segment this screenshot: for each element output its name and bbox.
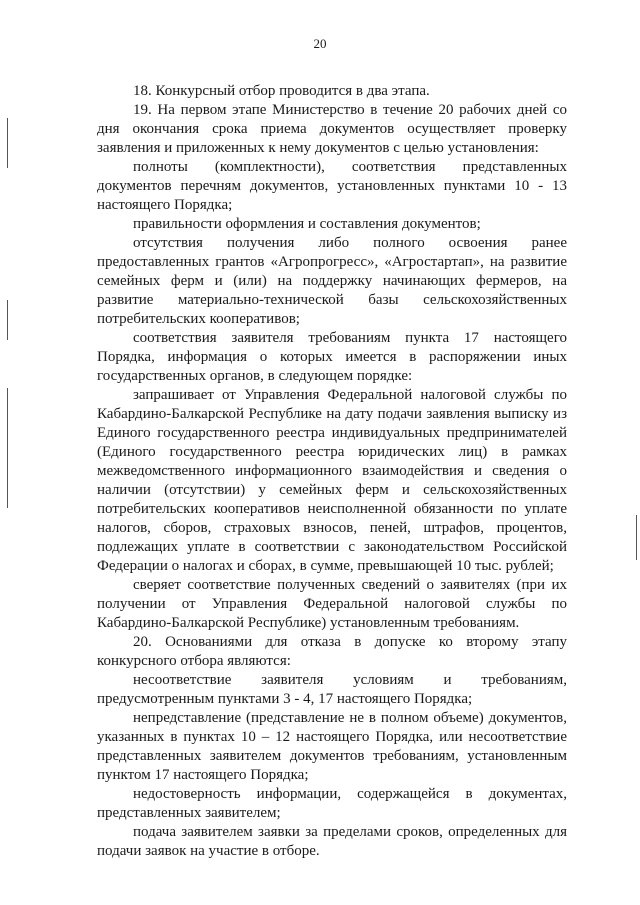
left-margin-mark bbox=[7, 118, 8, 168]
paragraph-late-submission: подача заявителем заявки за пределами сроков, определенных для подачи заявок на участие в отборе. bbox=[97, 824, 567, 859]
right-margin-mark bbox=[636, 515, 637, 560]
paragraph-nonsubmission: непредставление (представление не в полном объеме) документов, указанных в пунктах 10 – 12 настоящего Порядка, или несоответствие представленных заявителем документов требованиям, установленным пунктом 17 настоящего Порядка; bbox=[97, 710, 567, 783]
paragraph-request: запрашивает от Управления Федеральной налоговой службы по Кабардино-Балкарской Республике на дату подачи заявления выписку из Единого государственного реестра индивидуальных предпринимателей (Единого государственного реестра юридических лиц) в рамках межведомственного информационного взаимодействия и сведения о наличии (отсутствии) у семейных ферм и сельскохозяйственных потребительских кооперативов неисполненной обязанности по уплате налогов, сборов, страховых взносов, пеней, штрафов, процентов, подлежащих уплате в соответствии с законодательством Российской Федерации о налогах и сборах, в сумме, превышающей 10 тыс. рублей; bbox=[97, 387, 567, 574]
left-margin-mark bbox=[7, 300, 8, 340]
paragraph-verify: сверяет соответствие полученных сведений о заявителях (при их получении от Управления Федеральной налоговой службы по Кабардино-Балкарской Республике) установленным требованиям. bbox=[97, 577, 567, 631]
page-number: 20 bbox=[313, 36, 327, 51]
paragraph-completeness: полноты (комплектности), соответствия представленных документов перечням документов, установленных пунктами 10 - 13 настоящего Порядка; bbox=[97, 159, 567, 213]
paragraph-compliance: соответствия заявителя требованиям пункта 17 настоящего Порядка, информация о которых имеется в распоряжении иных государственных органов, в следующем порядке: bbox=[97, 330, 567, 384]
document-body bbox=[97, 82, 567, 861]
paragraph-correctness: правильности оформления и составления документов; bbox=[133, 216, 481, 232]
paragraph-18: 18. Конкурсный отбор проводится в два этапа. bbox=[133, 83, 430, 99]
paragraph-inaccuracy: недостоверность информации, содержащейся в документах, представленных заявителем; bbox=[97, 786, 567, 821]
paragraph-noncompliance: несоответствие заявителя условиям и требованиям, предусмотренным пунктами 3 - 4, 17 настоящего Порядка; bbox=[97, 672, 567, 707]
paragraph-20: 20. Основаниями для отказа в допуске ко второму этапу конкурсного отбора являются: bbox=[97, 634, 567, 669]
paragraph-19: 19. На первом этапе Министерство в течение 20 рабочих дней со дня окончания срока приема документов осуществляет проверку заявления и приложенных к нему документов с целью установления: bbox=[97, 102, 567, 156]
paragraph-grants: отсутствия получения либо полного освоения ранее предоставленных грантов «Агропрогресс», «Агростартап», на развитие семейных ферм и (или) на поддержку начинающих фермеров, на развитие материально-технической базы сельскохозяйственных потребительских кооперативов; bbox=[97, 235, 567, 327]
left-margin-mark bbox=[7, 388, 8, 508]
